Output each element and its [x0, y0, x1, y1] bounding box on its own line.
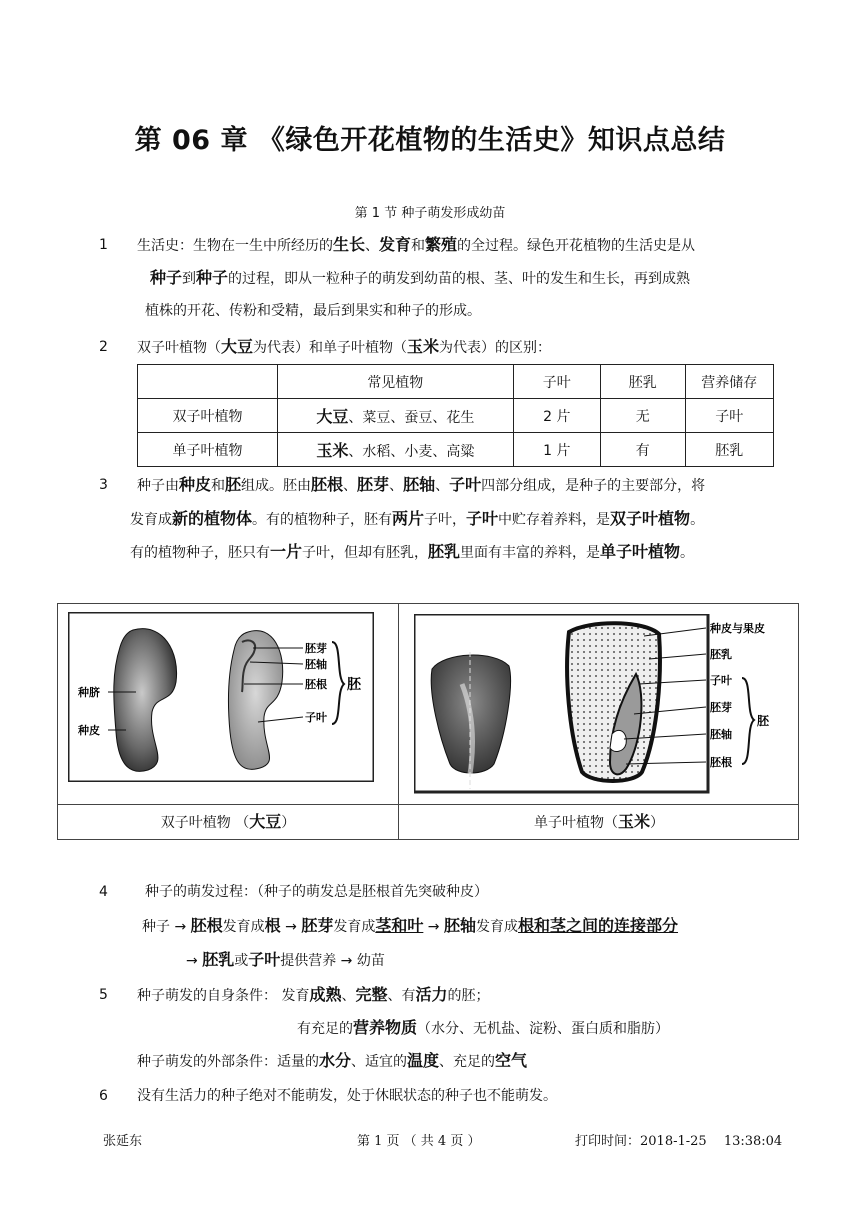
- seed-figure: [57, 603, 799, 840]
- corn-label-cotyledon: 子叶: [710, 674, 732, 687]
- section-title: 第 1 节 种子萌发形成幼苗: [354, 206, 506, 221]
- item5-line2: 有充足的营养物质（水分、无机盐、淀粉、蛋白质和脂肪）: [297, 1018, 670, 1037]
- footer-author: 张延东: [103, 1134, 143, 1149]
- table-cell: 1 片: [513, 433, 600, 467]
- corn-label-hypocotyl: 胚轴: [710, 728, 732, 741]
- item1-line3: 植株的开花、传粉和受精，最后到果实和种子的形成。: [145, 303, 481, 319]
- footer-print-time: 打印时间：2018-1-25 13:38:04: [575, 1134, 783, 1149]
- item5-line3: 种子萌发的外部条件：适量的水分、适宜的温度、充足的空气: [137, 1051, 528, 1070]
- item-number: 3: [99, 477, 108, 493]
- caption-left: 双子叶植物 （大豆）: [160, 812, 296, 831]
- item-number: 2: [99, 339, 108, 355]
- table-header-row: [138, 365, 774, 399]
- bean-label-seed-coat: 种皮: [78, 724, 100, 737]
- item3-line1: 种子由种皮和胚组成。胚由胚根、胚芽、胚轴、子叶四部分组成，是种子的主要部分，将: [137, 475, 706, 494]
- comparison-table: [137, 364, 774, 467]
- bean-label-hypocotyl: 胚轴: [305, 658, 327, 671]
- bean-label-cotyledon: 子叶: [305, 711, 327, 724]
- item-number: 5: [99, 987, 108, 1003]
- table-row: [138, 399, 774, 433]
- table-cell: 有: [601, 433, 685, 467]
- caption-right: 单子叶植物（玉米）: [533, 812, 664, 831]
- table-cell: 无: [601, 399, 685, 433]
- bean-label-hilum: 种脐: [78, 686, 100, 699]
- item3-line3: 有的植物种子，胚只有一片子叶，但却有胚乳，胚乳里面有丰富的养料，是单子叶植物。: [130, 542, 695, 561]
- table-row: [138, 433, 774, 467]
- footer-page-number: 第 1 页 （ 共 4 页 ）: [357, 1134, 481, 1149]
- corn-seed-diagram: [414, 614, 790, 794]
- item1-line2: 种子到种子的过程，即从一粒种子的萌发到幼苗的根、茎、叶的发生和生长，再到成熟: [150, 268, 691, 287]
- bean-label-radicle: 胚根: [305, 678, 327, 691]
- table-cell: 大豆、菜豆、蚕豆、花生: [278, 399, 513, 433]
- item6-text: 没有生活力的种子绝对不能萌发，处于休眠状态的种子也不能萌发。: [137, 1088, 557, 1104]
- corn-label-plumule: 胚芽: [710, 701, 732, 714]
- table-cell: 单子叶植物: [138, 433, 278, 467]
- table-cell: 子叶: [685, 399, 774, 433]
- bean-label-embryo: 胚: [347, 677, 361, 693]
- table-cell: 胚乳: [685, 433, 774, 467]
- item1-line1: 生活史：生物在一生中所经历的生长、发育和繁殖的全过程。绿色开花植物的生活史是从: [137, 235, 696, 254]
- table-header: 胚乳: [601, 365, 685, 399]
- item-number: 4: [99, 884, 108, 900]
- item-number: 1: [99, 237, 108, 253]
- germination-flow-line2: → 胚乳或子叶提供营养 → 幼苗: [186, 950, 385, 969]
- corn-label-pericarp: 种皮与果皮: [710, 622, 765, 635]
- corn-label-radicle: 胚根: [710, 756, 732, 769]
- caption-divider: [58, 804, 798, 805]
- item-number: 6: [99, 1088, 108, 1104]
- bean-seed-diagram: [68, 612, 374, 782]
- page-title: 第 06 章 《绿色开花植物的生活史》知识点总结: [134, 125, 726, 156]
- table-cell: 双子叶植物: [138, 399, 278, 433]
- table-header: [138, 365, 278, 399]
- table-header: 子叶: [513, 365, 600, 399]
- table-header: 常见植物: [278, 365, 513, 399]
- item3-line2: 发育成新的植物体。有的植物种子，胚有两片子叶，子叶中贮存着养料，是双子叶植物。: [130, 509, 705, 528]
- item2-text: 双子叶植物（大豆为代表）和单子叶植物（玉米为代表）的区别：: [137, 337, 552, 356]
- item5-line1: 种子萌发的自身条件： 发育成熟、完整、有活力的胚；: [137, 985, 490, 1004]
- table-cell: 2 片: [513, 399, 600, 433]
- corn-label-embryo: 胚: [757, 714, 770, 728]
- item4-title: 种子的萌发过程：（种子的萌发总是胚根首先突破种皮）: [145, 884, 488, 900]
- corn-label-endosperm: 胚乳: [710, 648, 732, 661]
- germination-flow-line1: 种子 → 胚根发育成根 → 胚芽发育成茎和叶 → 胚轴发育成根和茎之间的连接部分: [142, 916, 679, 935]
- bean-label-plumule: 胚芽: [305, 642, 327, 655]
- table-cell: 玉米、水稻、小麦、高粱: [278, 433, 513, 467]
- table-header: 营养储存: [685, 365, 774, 399]
